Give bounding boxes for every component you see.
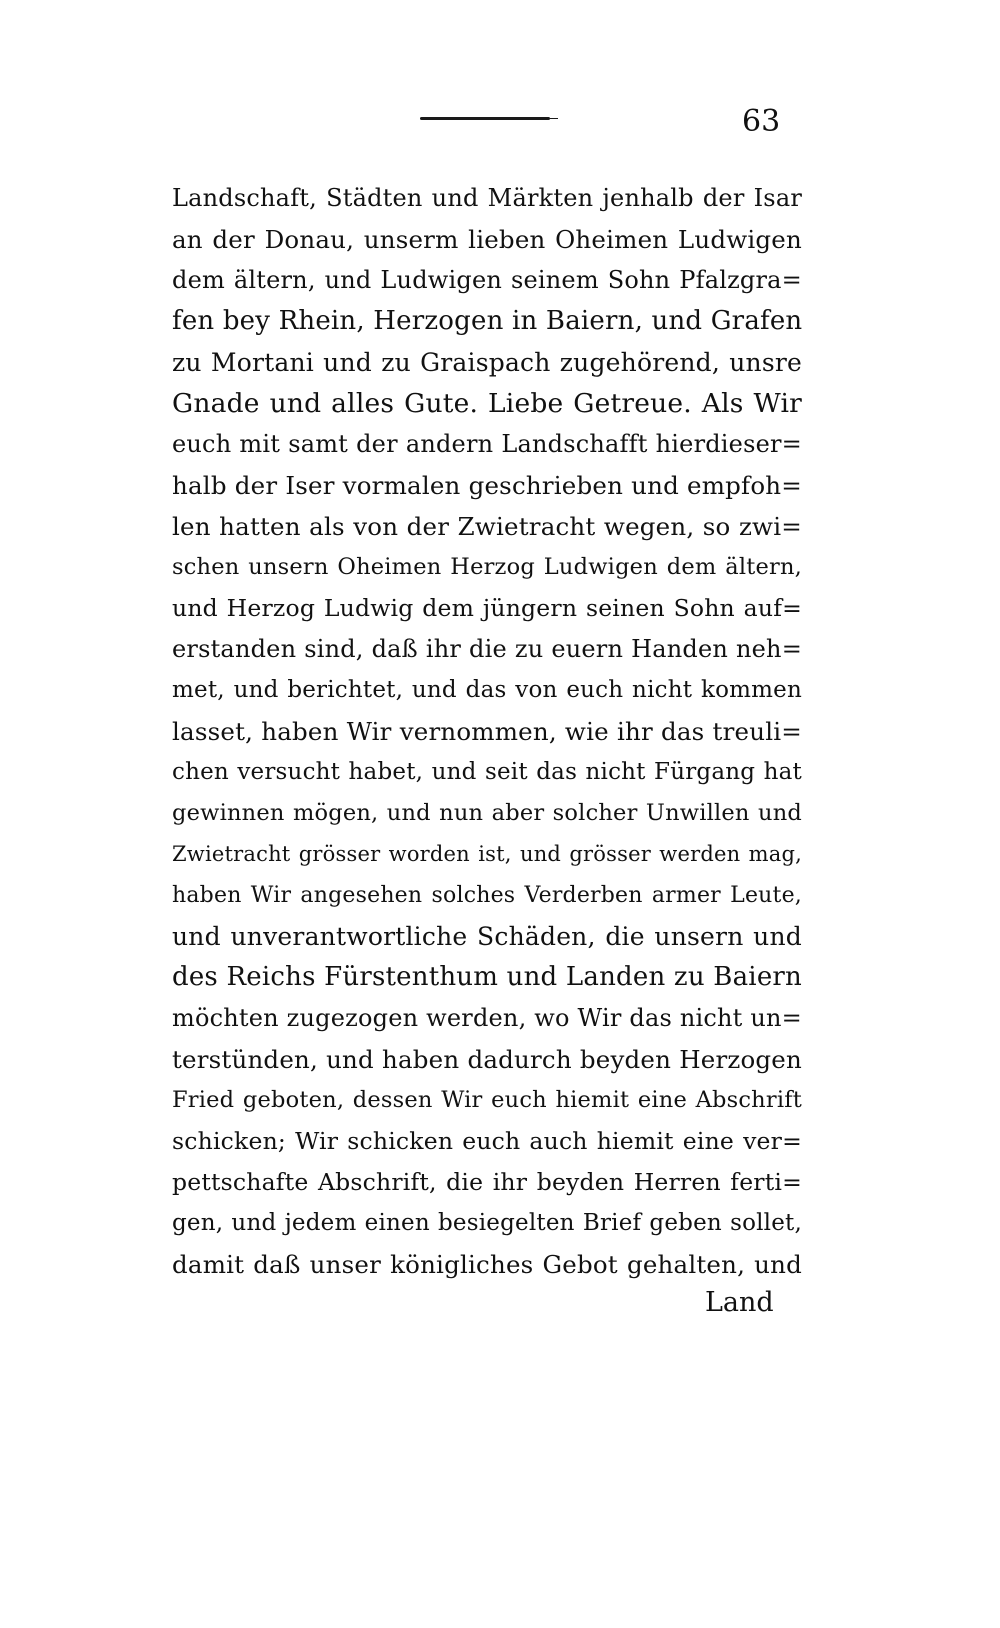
text-line: schicken; Wir schicken euch auch hiemit eine ver= bbox=[172, 1127, 802, 1155]
text-line: euch mit samt der andern Landschafft hierdieser= bbox=[172, 430, 802, 458]
text-line: haben Wir angesehen solches Verderben armer Leute, bbox=[172, 883, 802, 908]
text-line: halb der Iser vormalen geschrieben und empfoh= bbox=[172, 471, 802, 500]
text-line: des Reichs Fürstenthum und Landen zu Baiern bbox=[172, 962, 802, 992]
text-line: erstanden sind, daß ihr die zu euern Handen neh= bbox=[172, 635, 802, 663]
text-line: chen versucht habet, und seit das nicht Fürgang hat bbox=[172, 759, 802, 785]
catchword: Land bbox=[705, 1287, 774, 1318]
text-line: Zwietracht grösser worden ist, und grösser werden mag, bbox=[172, 842, 802, 866]
text-line: met, und berichtet, und das von euch nicht kommen bbox=[172, 677, 802, 703]
text-line: lasset, haben Wir vernommen, wie ihr das treuli= bbox=[172, 717, 802, 746]
header-rule bbox=[420, 117, 550, 120]
text-line: Fried geboten, dessen Wir euch hiemit eine Abschrift bbox=[172, 1087, 802, 1113]
text-line: gen, und jedem einen besiegelten Brief geben sollet, bbox=[172, 1210, 802, 1236]
text-line: schen unsern Oheimen Herzog Ludwigen dem ältern, bbox=[172, 554, 802, 580]
text-line: terstünden, und haben dadurch beyden Herzogen bbox=[172, 1045, 802, 1074]
text-line: fen bey Rhein, Herzogen in Baiern, und Grafen bbox=[172, 306, 803, 336]
text-line: Landschaft, Städten und Märkten jenhalb der Isar bbox=[172, 184, 802, 212]
text-line: möchten zugezogen werden, wo Wir das nicht un= bbox=[172, 1004, 802, 1032]
text-line: und Herzog Ludwig dem jüngern seinen Sohn auf= bbox=[172, 594, 802, 622]
text-line: und unverantwortliche Schäden, die unsern und bbox=[172, 922, 802, 951]
text-line: an der Donau, unserm lieben Oheimen Ludwigen bbox=[172, 225, 802, 254]
text-line: zu Mortani und zu Graispach zugehörend, unsre bbox=[172, 348, 802, 377]
text-line: Gnade und alles Gute. Liebe Getreue. Als Wir bbox=[172, 388, 802, 419]
body-text bbox=[172, 178, 802, 1285]
text-line: gewinnen mögen, und nun aber solcher Unwillen und bbox=[172, 800, 802, 826]
text-line: dem ältern, und Ludwigen seinem Sohn Pfalzgra= bbox=[172, 266, 802, 294]
text-line: damit daß unser königliches Gebot gehalten, und bbox=[172, 1250, 802, 1279]
text-line: pettschafte Abschrift, die ihr beyden Herren ferti= bbox=[172, 1168, 802, 1196]
text-line: len hatten als von der Zwietracht wegen, so zwi= bbox=[172, 512, 802, 541]
header-rule-tail bbox=[550, 118, 558, 119]
page-number: 63 bbox=[742, 104, 781, 139]
